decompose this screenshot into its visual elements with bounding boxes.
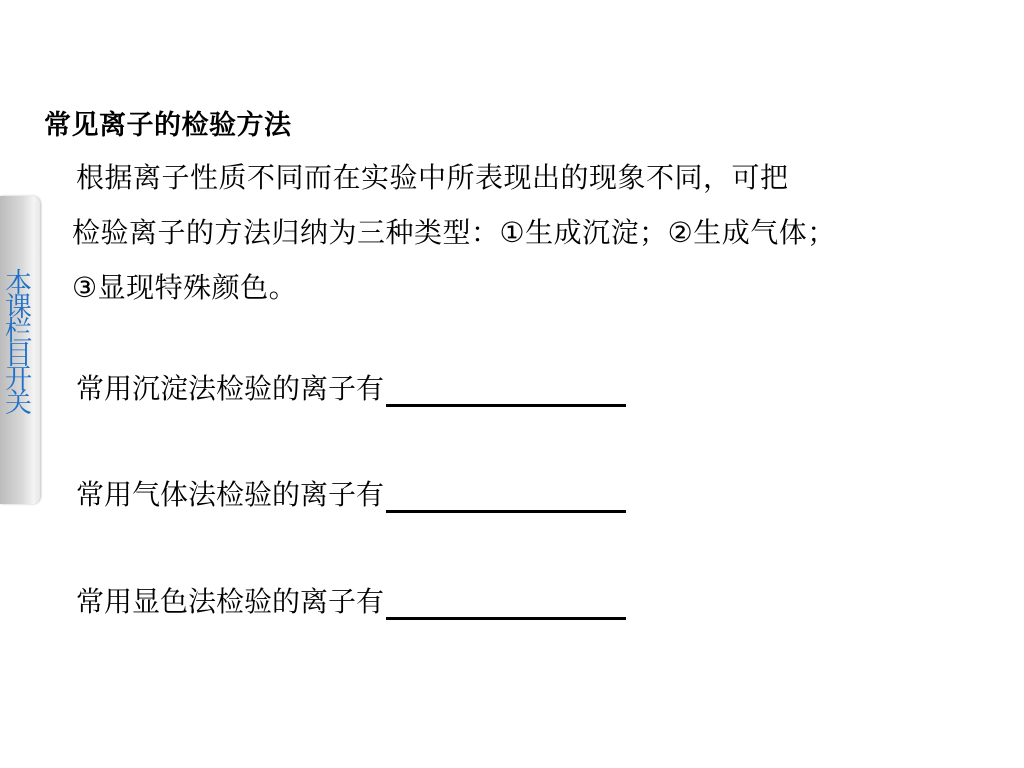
paragraph-line: ③显现特殊颜色。 <box>72 271 298 304</box>
column-toggle-label: 本课栏目开关 <box>0 268 31 412</box>
question-text: 常用气体法检验的离子有 <box>76 478 385 511</box>
question-text: 常用显色法检验的离子有 <box>76 585 385 618</box>
answer-blank[interactable] <box>386 480 626 513</box>
question-gas <box>76 473 626 513</box>
question-precipitation <box>76 367 626 407</box>
answer-blank[interactable] <box>386 374 626 407</box>
paragraph-line: 根据离子性质不同而在实验中所表现出的现象不同，可把 <box>76 161 789 194</box>
question-color <box>76 580 626 620</box>
paragraph-line: 检验离子的方法归纳为三种类型：①生成沉淀；②生成气体； <box>72 216 836 249</box>
answer-blank[interactable] <box>386 587 626 620</box>
question-text: 常用沉淀法检验的离子有 <box>76 372 385 405</box>
section-heading: 常见离子的检验方法 <box>44 110 292 141</box>
intro-paragraph <box>72 150 932 315</box>
column-toggle-tab[interactable] <box>0 196 40 504</box>
